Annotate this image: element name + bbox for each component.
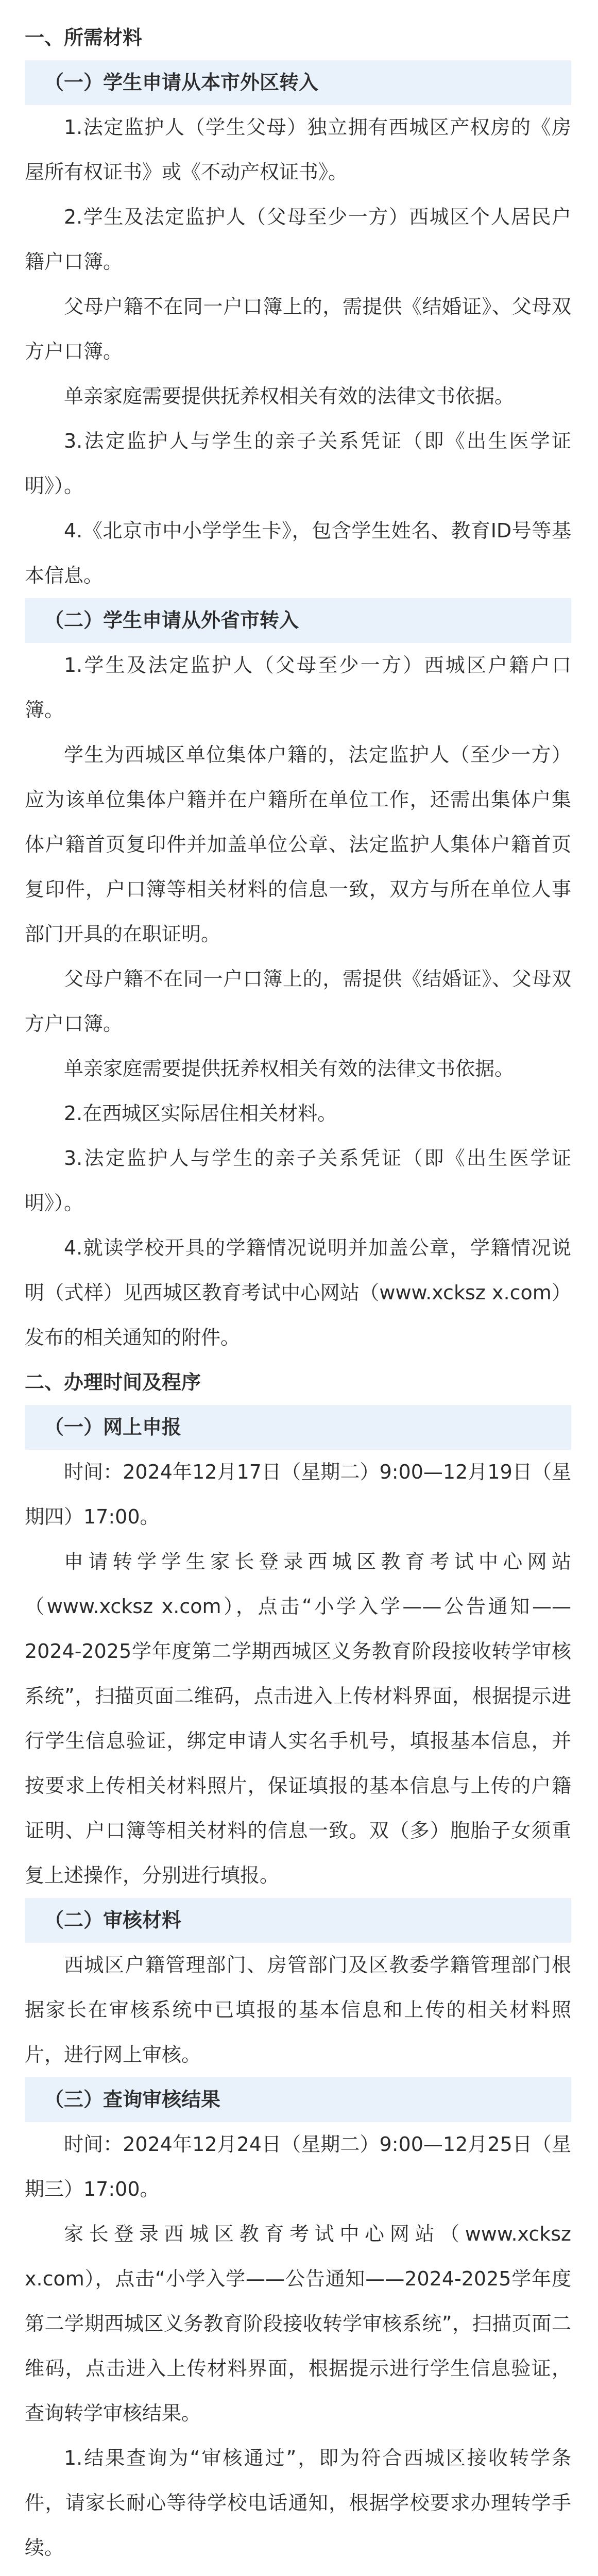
paragraph: 2.在西城区实际居住相关材料。 bbox=[64, 1102, 337, 1125]
paragraph: 2.学生及法定监护人（父母至少一方）西城区个人居民户籍户口簿。 bbox=[25, 206, 571, 273]
paragraph: 父母户籍不在同一户口簿上的，需提供《结婚证》、父母双方户口簿。 bbox=[25, 968, 571, 1035]
paragraph bbox=[25, 2570, 571, 2576]
paragraph: 申请转学学生家长登录西城区教育考试中心网站（www.xcksz x.com），点击“小学入学——公告通知——2024-2025学年度第二学期西城区义务教育阶段接收转学审核系统”，扫描页面二维码，点击进入上传材料界面，根据提示进行学生信息验证，绑定申请人实名手机号，填报基本信息，并按要求上传相关材料照片，保证填报的基本信息与上传的户籍证明、户口簿等相关材料的信息一致。双（多）胞胎子女须重复上述操作，分别进行填报。 bbox=[25, 1550, 571, 1887]
paragraph: 西城区户籍管理部门、房管部门及区教委学籍管理部门根据家长在审核系统中已填报的基本信息和上传的相关材料照片，进行网上审核。 bbox=[25, 1954, 571, 2066]
section-heading: 一、所需材料 bbox=[25, 26, 143, 49]
paragraph: 1.结果查询为“审核通过”，即为符合西城区接收转学条件，请家长耐心等待学校电话通知，根据学校要求办理转学手续。 bbox=[25, 2447, 571, 2559]
subsection-heading: （一）学生申请从本市外区转入 bbox=[25, 60, 571, 105]
paragraph: 4.《北京市中小学学生卡》，包含学生姓名、教育ID号等基本信息。 bbox=[25, 519, 571, 587]
paragraph: 时间：2024年12月24日（星期二）9:00—12月25日（星期三）17:00。 bbox=[25, 2133, 571, 2200]
subsection-heading: （二）学生申请从外省市转入 bbox=[25, 598, 571, 643]
paragraph: 3.法定监护人与学生的亲子关系凭证（即《出生医学证明》）。 bbox=[25, 1147, 571, 1214]
paragraph: 时间：2024年12月17日（星期二）9:00—12月19日（星期四）17:00。 bbox=[25, 1461, 571, 1528]
paragraph: 学生为西城区单位集体户籍的，法定监护人（至少一方）应为该单位集体户籍并在户籍所在单位工作，还需出集体户集体户籍首页复印件并加盖单位公章、法定监护人集体户籍首页复印件，户口簿等相关材料的信息一致，双方与所在单位人事部门开具的在职证明。 bbox=[25, 743, 571, 945]
paragraph: 4.就读学校开具的学籍情况说明并加盖公章，学籍情况说明（式样）见西城区教育考试中心网站（www.xcksz x.com）发布的相关通知的附件。 bbox=[25, 1236, 571, 1349]
paragraph: 3.法定监护人与学生的亲子关系凭证（即《出生医学证明》）。 bbox=[25, 430, 571, 497]
paragraph: 父母户籍不在同一户口簿上的，需提供《结婚证》、父母双方户口簿。 bbox=[25, 295, 571, 363]
section-heading: 二、办理时间及程序 bbox=[25, 1371, 201, 1394]
subsection-heading: （三）查询审核结果 bbox=[25, 2077, 571, 2122]
subsection-heading: （一）网上申报 bbox=[25, 1405, 571, 1450]
subsection-heading: （二）审核材料 bbox=[25, 1898, 571, 1943]
paragraph: 1.学生及法定监护人（父母至少一方）西城区户籍户口簿。 bbox=[25, 654, 571, 721]
paragraph: 单亲家庭需要提供抚养权相关有效的法律文书依据。 bbox=[64, 1057, 515, 1080]
paragraph: 1.法定监护人（学生父母）独立拥有西城区产权房的《房屋所有权证书》或《不动产权证书》。 bbox=[25, 116, 571, 183]
paragraph: 单亲家庭需要提供抚养权相关有效的法律文书依据。 bbox=[64, 385, 515, 408]
paragraph: 家长登录西城区教育考试中心网站（www.xcksz x.com），点击“小学入学——公告通知——2024-2025学年度第二学期西城区义务教育阶段接收转学审核系统”，扫描页面二维码，点击进入上传材料界面，根据提示进行学生信息验证，查询转学审核结果。 bbox=[25, 2223, 571, 2425]
